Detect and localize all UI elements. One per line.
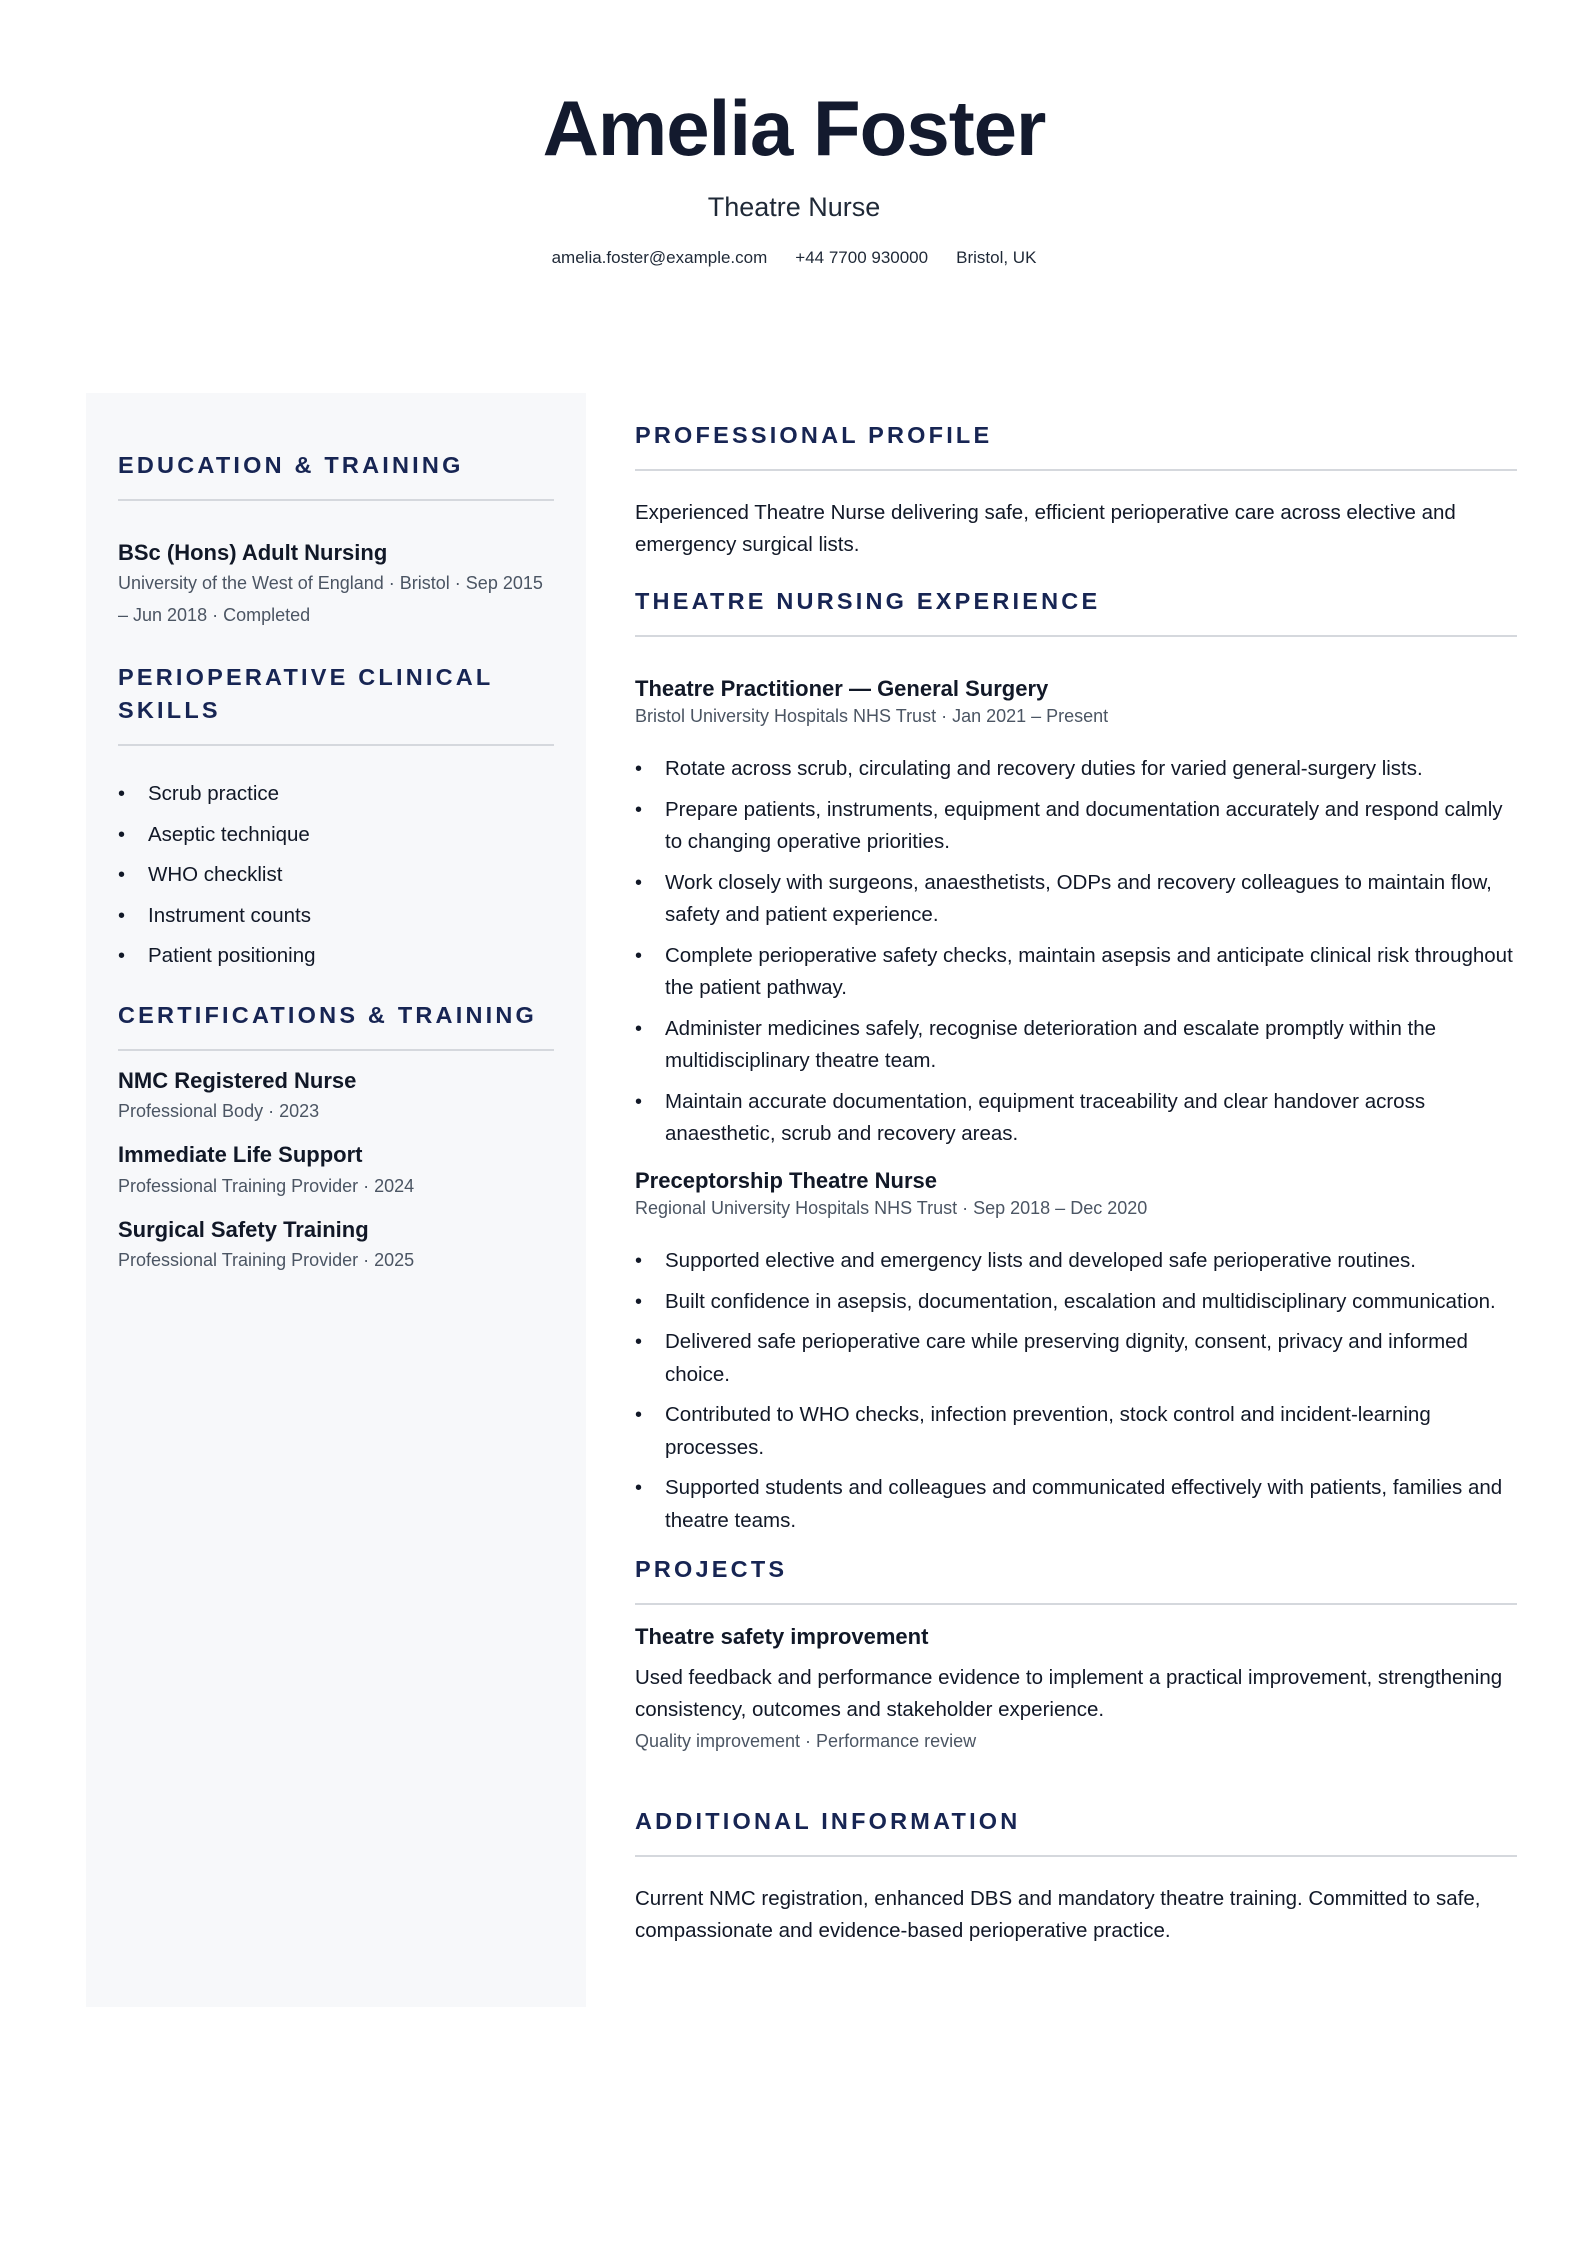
section-divider [118,744,554,746]
projects-section [635,1553,1517,1754]
job-bullets [635,1245,1517,1537]
certification-item [118,1216,554,1277]
list-item: • Aseptic technique [118,815,554,856]
skills-section [118,661,554,976]
education-details: University of the West of England · Bristol · Sep 2015 – Jun 2018 · Completed [118,573,543,626]
certification-details: Professional Training Provider · 2024 [118,1175,415,1196]
experience-title: THEATRE NURSING EXPERIENCE [635,587,1101,614]
project-tags: Quality improvement · Performance review [635,1730,977,1751]
list-item: • Maintain accurate documentation, equipment traceability and clear handover across anaesthetic, scrub and recovery areas. [635,1086,1517,1151]
main-column [635,393,1517,1948]
contact-phone[interactable]: +44 7700 930000 [795,247,929,267]
education-degree: BSc (Hons) Adult Nursing [118,539,388,565]
job-entry [635,1167,1517,1538]
list-item: • Rotate across scrub, circulating and recovery duties for varied general-surgery lists. [635,753,1517,786]
project-name: Theatre safety improvement [635,1624,929,1650]
list-item: • WHO checklist [118,855,554,896]
contact-line [0,249,1588,266]
certification-details: Professional Body · 2023 [118,1101,320,1122]
list-item: • Patient positioning [118,936,554,977]
section-divider [635,1855,1517,1857]
profile-text: Experienced Theatre Nurse delivering safe, efficient perioperative care across elective and emergency surgical lists. [635,500,1456,557]
job-details: Regional University Hospitals NHS Trust · Sep 2018 – Dec 2020 [635,1198,1148,1219]
resume-header [0,84,1588,267]
list-item: • Delivered safe perioperative care while preserving dignity, consent, privacy and informed choice. [635,1326,1517,1391]
job-details: Bristol University Hospitals NHS Trust · Jan 2021 – Present [635,706,1109,727]
sidebar [86,393,586,2007]
section-divider [118,1049,554,1051]
candidate-role: Theatre Nurse [707,191,881,222]
contact-location: Bristol, UK [956,247,1037,267]
certifications-section [118,999,554,1277]
candidate-name: Amelia Foster [542,84,1046,172]
certification-name: Immediate Life Support [118,1142,363,1168]
education-title: EDUCATION & TRAINING [118,452,464,478]
education-section [118,449,554,631]
list-item: • Complete perioperative safety checks, maintain asepsis and anticipate clinical risk throughout the patient pathway. [635,940,1517,1005]
job-bullets [635,753,1517,1151]
projects-title: PROJECTS [635,1556,788,1583]
list-item: • Supported elective and emergency lists and developed safe perioperative routines. [635,1245,1517,1278]
list-item: • Administer medicines safely, recognise deterioration and escalate promptly within the multidisciplinary theatre team. [635,1013,1517,1078]
additional-section [635,1805,1517,1948]
certifications-title: CERTIFICATIONS & TRAINING [118,1001,537,1028]
list-item: • Built confidence in asepsis, documentation, escalation and multidisciplinary communication. [635,1286,1517,1319]
job-title: Theatre Practitioner — General Surgery [635,675,1049,701]
section-divider [118,499,554,501]
list-item: • Scrub practice [118,774,554,815]
certification-details: Professional Training Provider · 2025 [118,1250,415,1271]
profile-title: PROFESSIONAL PROFILE [635,422,993,448]
certification-name: Surgical Safety Training [118,1216,369,1242]
skills-title: PERIOPERATIVE CLINICAL SKILLS [118,664,494,724]
job-title: Preceptorship Theatre Nurse [635,1167,937,1193]
certification-item [118,1141,554,1202]
list-item: • Contributed to WHO checks, infection prevention, stock control and incident-learning processes. [635,1399,1517,1464]
project-description: Used feedback and performance evidence to implement a practical improvement, strengthening consistency, outcomes and stakeholder experience. [635,1665,1503,1722]
certification-name: NMC Registered Nurse [118,1067,357,1093]
list-item: • Work closely with surgeons, anaesthetists, ODPs and recovery colleagues to maintain flow, safety and patient experience. [635,867,1517,932]
list-item: • Supported students and colleagues and communicated effectively with patients, families and theatre teams. [635,1472,1517,1537]
contact-email[interactable]: amelia.foster@example.com [551,247,768,267]
list-item: • Prepare patients, instruments, equipment and documentation accurately and respond calmly to changing operative priorities. [635,794,1517,859]
profile-section [635,419,1517,562]
certification-item [118,1067,554,1128]
additional-text: Current NMC registration, enhanced DBS and mandatory theatre training. Committed to safe, compassionate and evidence-based perioperative practice. [635,1886,1481,1943]
job-entry [635,675,1517,1151]
list-item: • Instrument counts [118,896,554,937]
skills-list [118,774,554,977]
section-divider [635,635,1517,637]
section-divider [635,1603,1517,1605]
experience-section [635,585,1517,1538]
additional-title: ADDITIONAL INFORMATION [635,1807,1021,1834]
section-divider [635,469,1517,471]
